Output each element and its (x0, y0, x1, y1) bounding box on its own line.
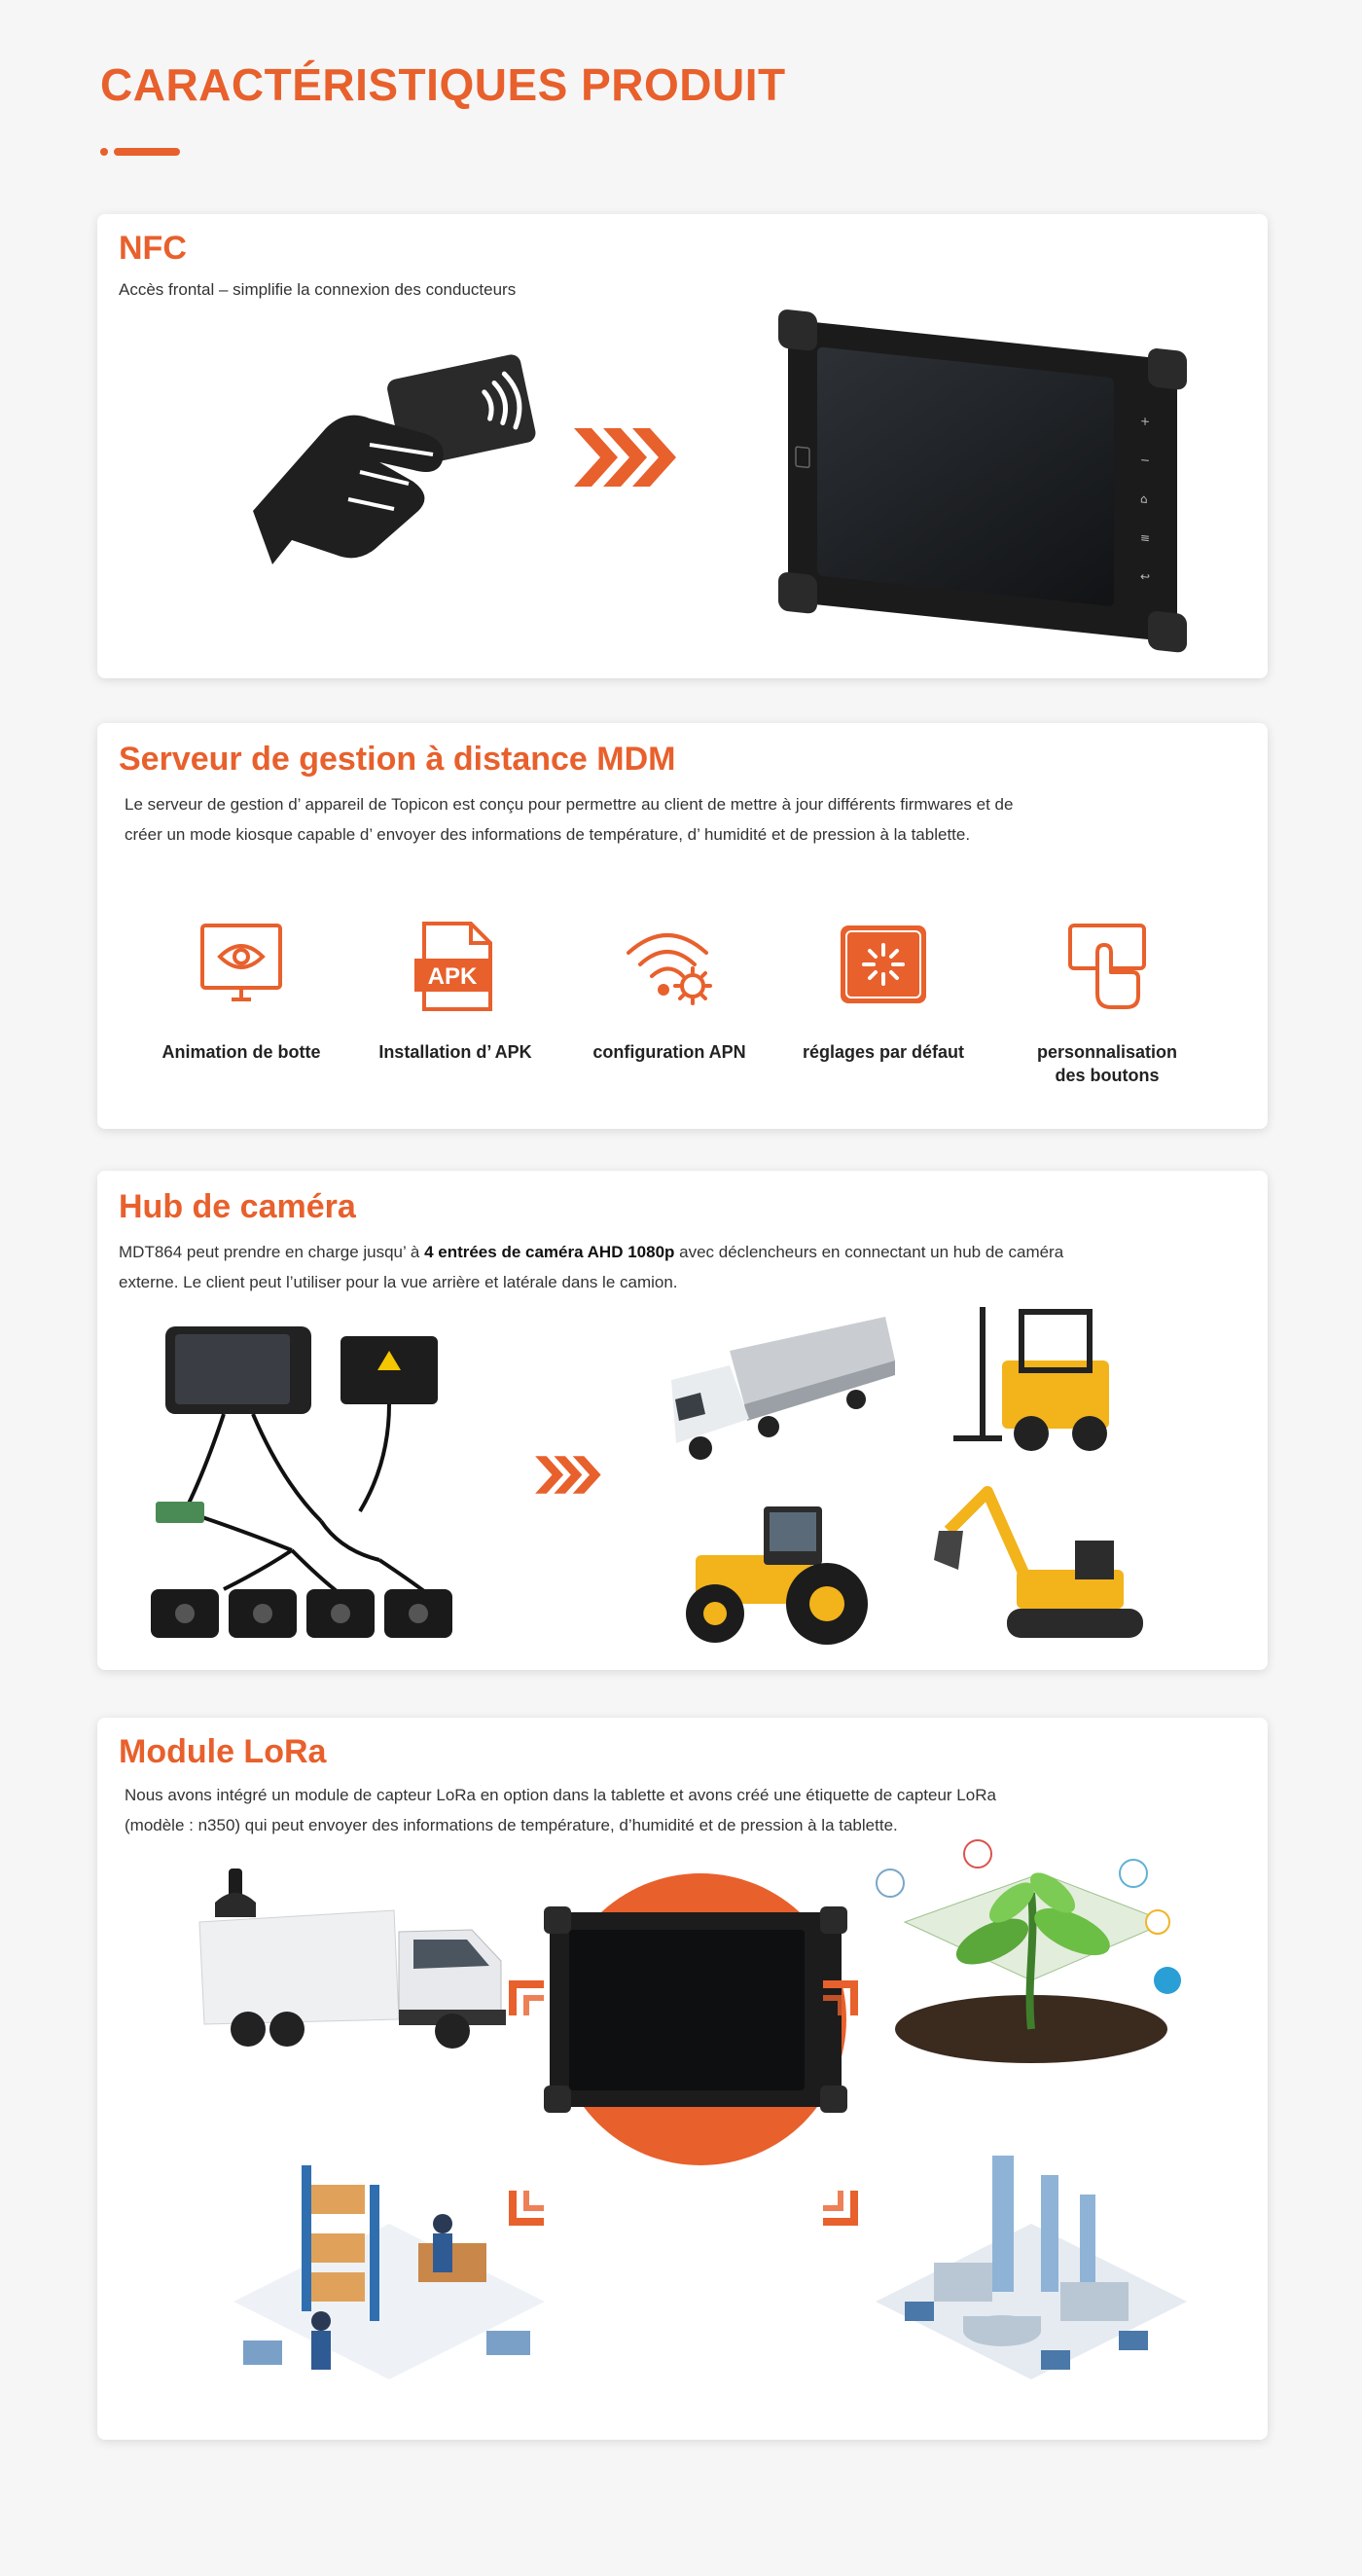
camera-hub-card (97, 1171, 1268, 1670)
excavator-image (929, 1463, 1153, 1657)
warehouse-image (195, 2126, 584, 2418)
industrial-plant-image (846, 2136, 1216, 2418)
button-touch-icon (1058, 918, 1156, 1015)
nfc-description: Accès frontal – simplifie la connexion des conducteurs (119, 280, 517, 299)
lora-title: Module LoRa (119, 1733, 327, 1770)
apk-file-icon (407, 918, 504, 1015)
mdm-card (97, 723, 1268, 1129)
page-title: CARACTÉRISTIQUES PRODUIT (100, 59, 786, 110)
forklift-image (944, 1302, 1158, 1458)
feature-label: Animation de botte (161, 1042, 321, 1062)
hand-card-illustration (233, 336, 603, 589)
lora-card (97, 1718, 1268, 2440)
feature-label: Installation d’ APK (378, 1042, 532, 1062)
chevron-right-icon (533, 1453, 606, 1497)
smart-agriculture-image (846, 1834, 1216, 2078)
arrow-up-left-icon (501, 1973, 550, 2021)
feature-label: personnalisation des boutons (1036, 1042, 1178, 1085)
hub-title: Hub de caméra (119, 1188, 356, 1225)
mdm-title: Serveur de gestion à distance MDM (119, 741, 676, 778)
feature-buttons (1005, 918, 1209, 1087)
wifi-gear-icon (621, 918, 718, 1015)
feature-apn (567, 918, 771, 1064)
feature-label: configuration APN (592, 1042, 746, 1062)
svg-text:⌂: ⌂ (1140, 491, 1148, 506)
svg-text:≡: ≡ (1140, 530, 1151, 546)
feature-apk (353, 918, 557, 1064)
svg-text:−: − (1140, 453, 1151, 468)
camera-kit-image (146, 1317, 496, 1648)
nfc-title: NFC (119, 230, 187, 267)
mdm-description-line2: créer un mode kiosque capable d’ envoyer des informations de température, d’ humidité et de pression à la tablette. (125, 825, 971, 844)
mdm-description-line1: Le serveur de gestion d’ appareil de Topicon est conçu pour permettre au client de mettre à jour différents firmwares et de (125, 795, 1014, 814)
svg-text:+: + (1140, 414, 1151, 429)
central-tablet-image (540, 1825, 861, 2311)
apk-badge-text: APK (427, 963, 478, 990)
nfc-card (97, 214, 1268, 678)
feature-label: réglages par défaut (802, 1042, 965, 1062)
tractor-image (657, 1487, 890, 1652)
chevron-right-icon (574, 423, 681, 491)
hub-description-line2: externe. Le client peut l’utiliser pour la vue arrière et latérale dans le camion. (119, 1273, 678, 1291)
svg-text:↩: ↩ (1140, 569, 1151, 585)
box-truck-image (180, 1854, 579, 2063)
feature-defaults (781, 918, 986, 1064)
rugged-tablet-image (759, 307, 1216, 667)
lora-description-line2: (modèle : n350) qui peut envoyer des informations de température, d’humidité et de pression à la tablette. (125, 1816, 898, 1834)
hub-description-line1: MDT864 peut prendre en charge jusqu’ à 4 entrées de caméra AHD 1080p avec déclencheurs en connectant un hub de caméra (119, 1243, 1064, 1261)
arrow-down-left-icon (501, 2185, 550, 2233)
title-underline (100, 146, 178, 156)
feature-animation (139, 918, 343, 1064)
lora-description-line1: Nous avons intégré un module de capteur LoRa en option dans la tablette et avons créé une étiquette de capteur LoRa (125, 1786, 996, 1804)
truck-image (662, 1312, 905, 1468)
reset-settings-icon (835, 918, 932, 1015)
eye-screen-icon (193, 918, 290, 1015)
